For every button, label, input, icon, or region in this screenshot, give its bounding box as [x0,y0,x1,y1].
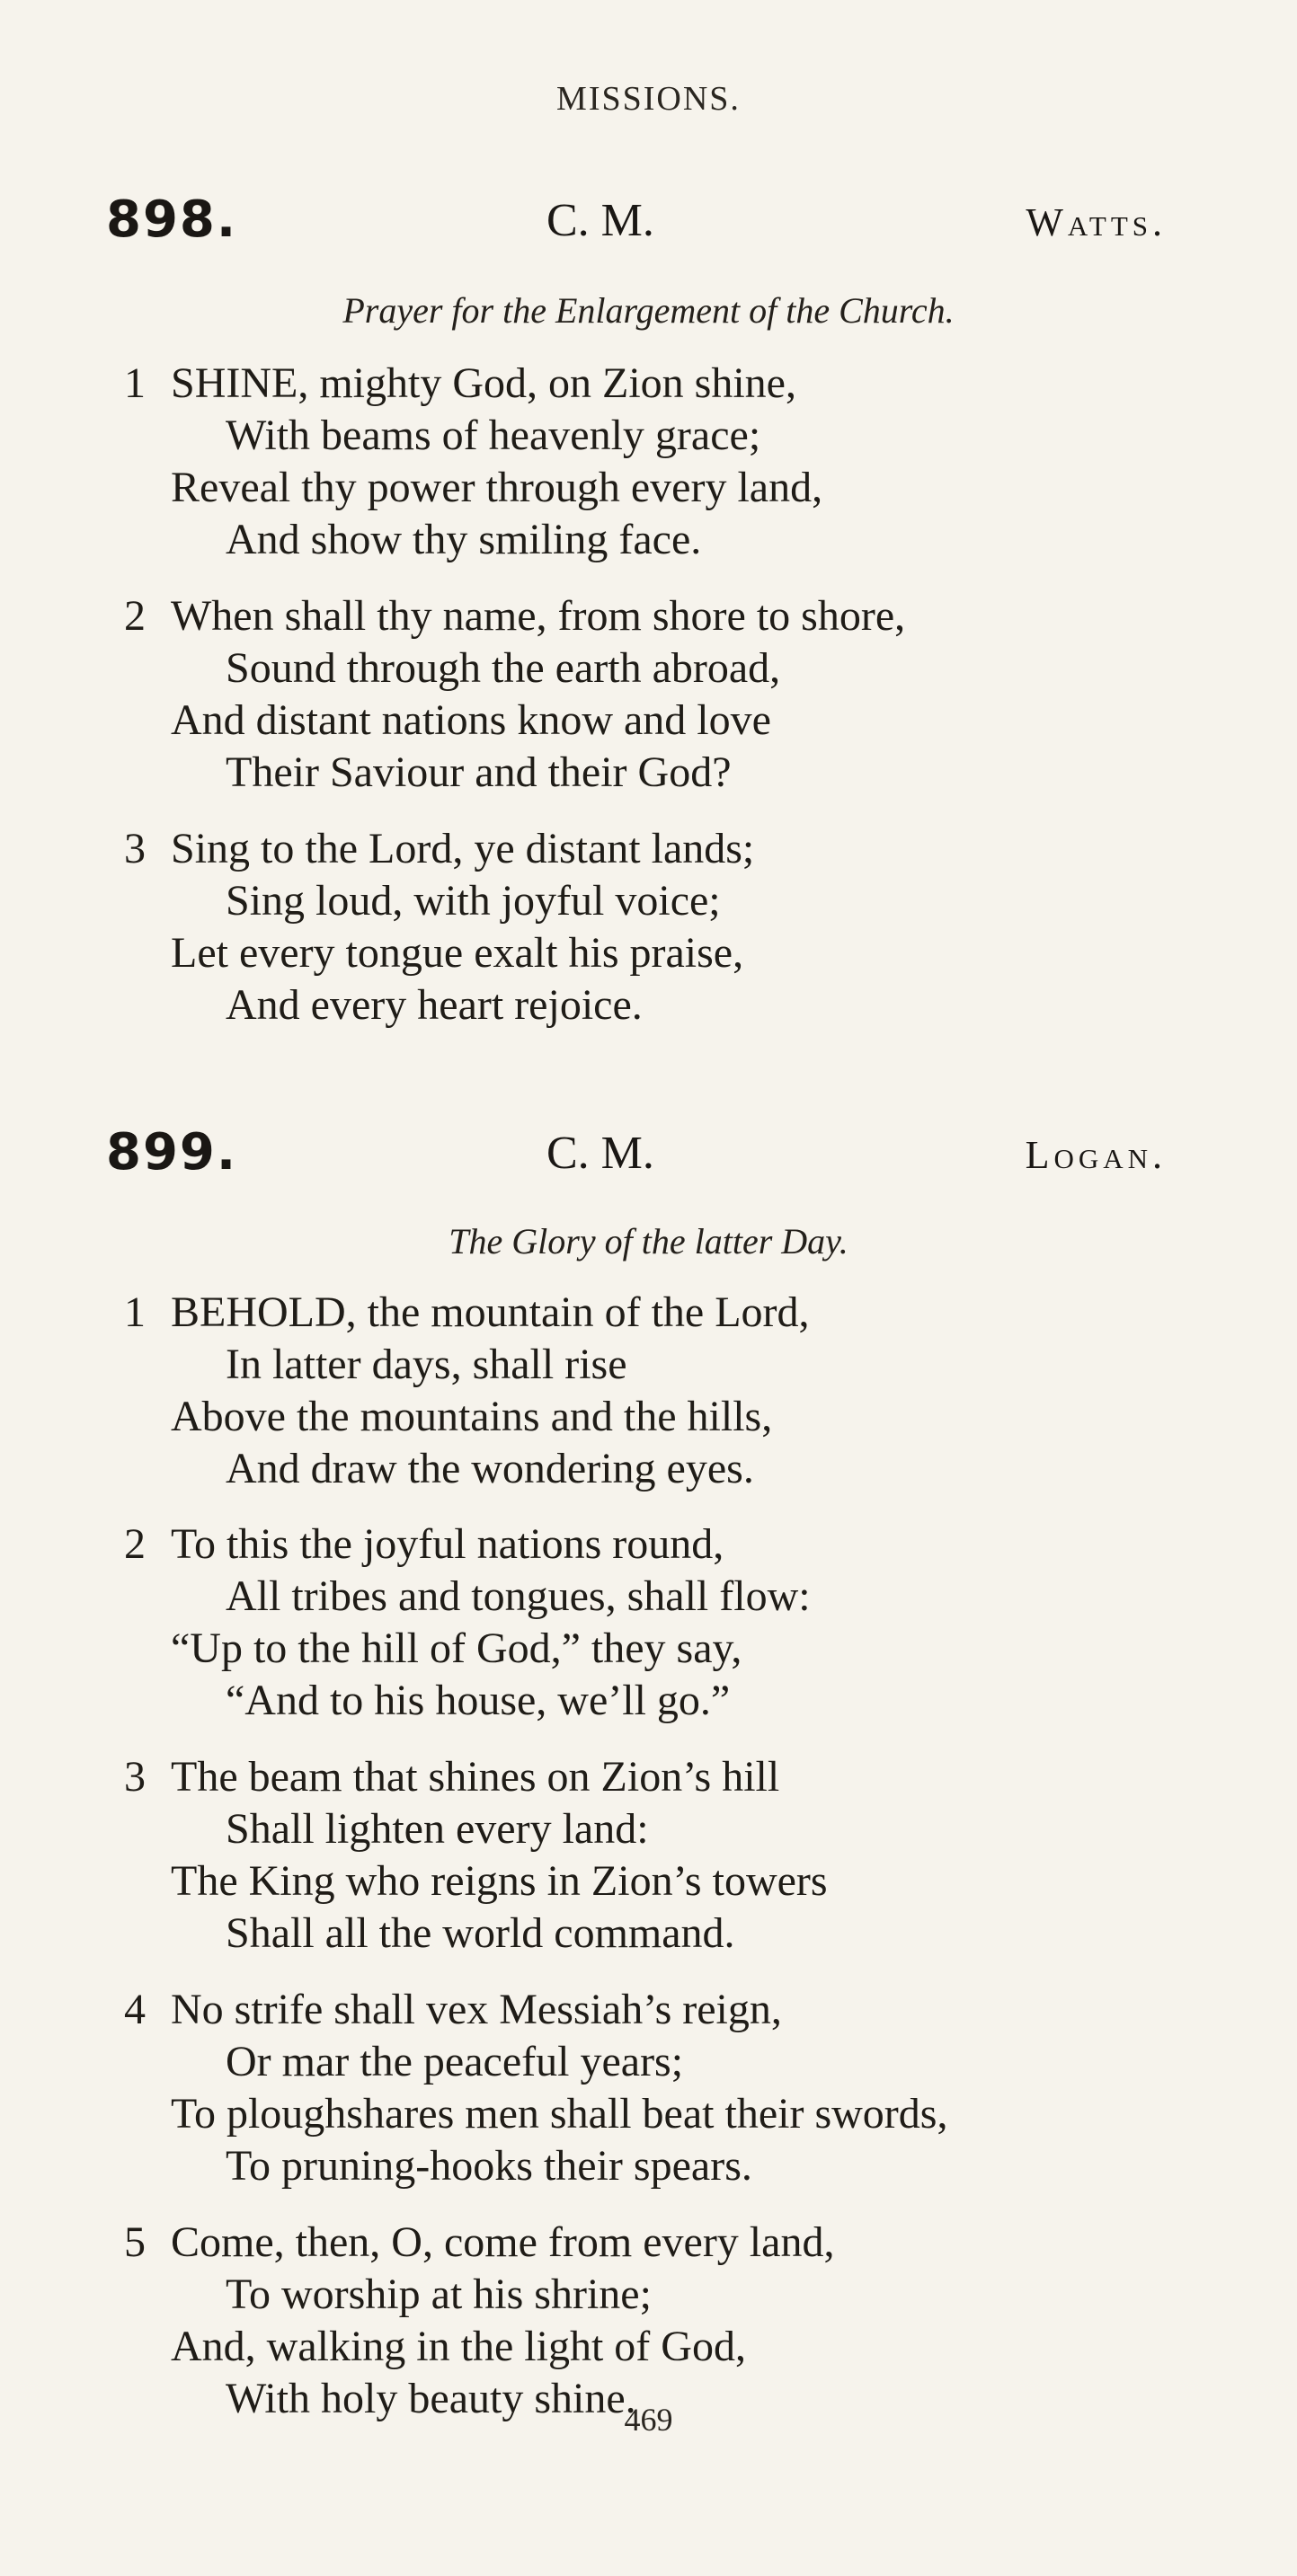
verse-line: All tribes and tongues, shall flow: [226,1572,811,1620]
verse-number: 3 [124,1753,146,1801]
verse-line: Shall all the world command. [226,1909,735,1957]
hymn-meter: C. M. [546,1128,654,1179]
verse-line: And distant nations know and love [171,696,771,744]
verse-line: 5 Come, then, O, come from every land, [124,2217,1239,2269]
verse-line: The King who reigns in Zion’s towers [171,1857,828,1905]
verse-line: And every heart rejoice. [226,981,643,1029]
verse-line: With beams of heavenly grace; [226,412,761,459]
verse-line: To pruning-hooks their spears. [226,2142,752,2190]
hymn-header [106,190,1167,253]
verse-line: 1 SHINE, mighty God, on Zion shine, [124,358,1239,410]
verse-number: 2 [124,592,146,640]
verse-line: With holy beauty shine. [226,2375,636,2422]
hymn-header [106,1123,1167,1186]
verse-line: 2 To this the joyful nations round, [124,1518,1239,1571]
hymn-subtitle: The Glory of the latter Day. [449,1221,848,1261]
verse [124,1518,1239,1727]
verse-line: To worship at his shrine; [226,2271,652,2318]
verse-line: And draw the wondering eyes. [226,1445,754,1492]
verse-line: Sing loud, with joyful voice; [226,877,721,925]
verse-line: Sound through the earth abroad, [226,644,781,692]
verse [124,358,1239,566]
verse-line: And, walking in the light of God, [171,2323,746,2370]
verse-line: 3 The beam that shines on Zion’s hill [124,1751,1239,1803]
running-head: MISSIONS. [556,80,741,118]
verse-number: 1 [124,359,146,407]
hymn-subtitle: Prayer for the Enlargement of the Church. [342,290,955,331]
verse-line: Their Saviour and their God? [226,748,732,796]
verse [124,1751,1239,1960]
verse-line: Or mar the peaceful years; [226,2038,684,2085]
verse [124,823,1239,1031]
verse-line: 4 No strife shall vex Messiah’s reign, [124,1984,1239,2036]
verse-line: Reveal thy power through every land, [171,464,823,511]
verse-line: And show thy smiling face. [226,516,702,563]
verse [124,2217,1239,2425]
verse-line: Above the mountains and the hills, [171,1393,773,1440]
verse-line: To ploughshares men shall beat their swords, [171,2090,948,2138]
verse-number: 1 [124,1288,146,1336]
verse [124,1984,1239,2192]
hymn-number: 898. [106,190,238,249]
hymn-meter: C. M. [546,195,654,246]
verse-line: Shall lighten every land: [226,1805,649,1853]
hymn-number: 899. [106,1123,238,1182]
verse [124,1287,1239,1495]
verse-number: 3 [124,825,146,872]
hymn-author: Watts. [1026,200,1167,244]
verse-line: In latter days, shall rise [226,1341,627,1388]
verse-number: 4 [124,1986,146,2033]
verse-number: 5 [124,2218,146,2266]
verse-line: 3 Sing to the Lord, ye distant lands; [124,823,1239,875]
verse-number: 2 [124,1520,146,1568]
verse [124,590,1239,799]
verse-line: “And to his house, we’ll go.” [226,1677,731,1724]
page-number: 469 [624,2402,673,2438]
verse-line: “Up to the hill of God,” they say, [171,1624,742,1672]
hymn-author: Logan. [1025,1133,1167,1177]
verse-line: 1 BEHOLD, the mountain of the Lord, [124,1287,1239,1339]
verse-line: Let every tongue exalt his praise, [171,929,744,977]
verse-line: 2 When shall thy name, from shore to shore, [124,590,1239,642]
